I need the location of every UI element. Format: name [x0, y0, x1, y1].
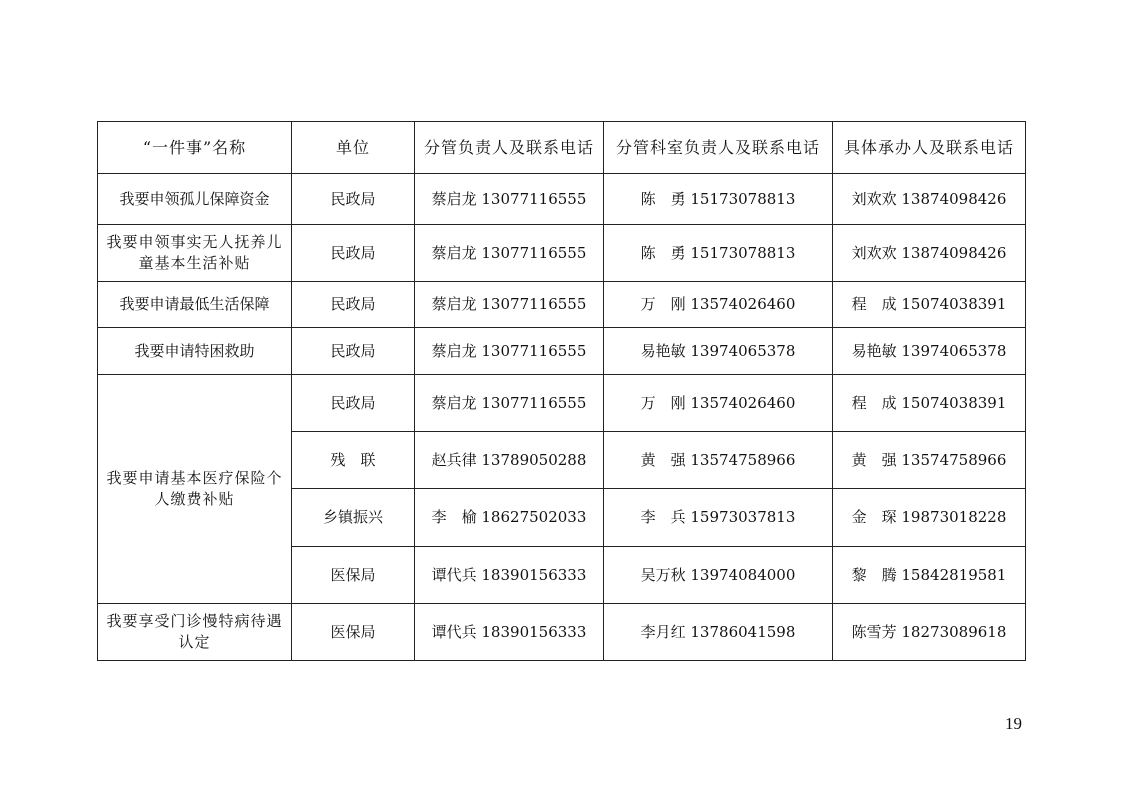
- handler-cell: 金 琛 19873018228: [833, 489, 1026, 547]
- header-unit: 单位: [292, 122, 415, 174]
- section-head-cell: 易艳敏 13974065378: [604, 328, 833, 375]
- handler-cell: 黄 强 13574758966: [833, 432, 1026, 489]
- leader-cell: 谭代兵 18390156333: [415, 604, 604, 661]
- unit-cell: 民政局: [292, 375, 415, 432]
- handler-cell: 程 成 15074038391: [833, 375, 1026, 432]
- handler-cell: 程 成 15074038391: [833, 282, 1026, 328]
- handler-cell: 刘欢欢 13874098426: [833, 174, 1026, 225]
- handler-cell: 刘欢欢 13874098426: [833, 225, 1026, 282]
- unit-cell: 民政局: [292, 174, 415, 225]
- leader-cell: 蔡启龙 13077116555: [415, 328, 604, 375]
- matter-name-cell: 我要申领事实无人抚养儿童基本生活补贴: [98, 225, 292, 282]
- matter-name-cell: 我要申请最低生活保障: [98, 282, 292, 328]
- table-row: [98, 604, 1026, 661]
- table-row: [98, 174, 1026, 225]
- leader-cell: 李 榆 18627502033: [415, 489, 604, 547]
- contact-table: [97, 121, 1026, 661]
- unit-cell: 残 联: [292, 432, 415, 489]
- handler-cell: 黎 腾 15842819581: [833, 547, 1026, 604]
- section-head-cell: 李月红 13786041598: [604, 604, 833, 661]
- leader-cell: 谭代兵 18390156333: [415, 547, 604, 604]
- section-head-cell: 万 刚 13574026460: [604, 375, 833, 432]
- header-section-head-contact: 分管科室负责人及联系电话: [604, 122, 833, 174]
- unit-cell: 民政局: [292, 282, 415, 328]
- unit-cell: 医保局: [292, 547, 415, 604]
- table-row: [98, 375, 1026, 432]
- table-header-row: [98, 122, 1026, 174]
- leader-cell: 赵兵律 13789050288: [415, 432, 604, 489]
- handler-cell: 陈雪芳 18273089618: [833, 604, 1026, 661]
- section-head-cell: 陈 勇 15173078813: [604, 174, 833, 225]
- leader-cell: 蔡启龙 13077116555: [415, 375, 604, 432]
- unit-cell: 医保局: [292, 604, 415, 661]
- leader-cell: 蔡启龙 13077116555: [415, 282, 604, 328]
- section-head-cell: 吴万秋 13974084000: [604, 547, 833, 604]
- section-head-cell: 李 兵 15973037813: [604, 489, 833, 547]
- handler-cell: 易艳敏 13974065378: [833, 328, 1026, 375]
- matter-name-cell: 我要申请基本医疗保险个人缴费补贴: [98, 375, 292, 604]
- section-head-cell: 陈 勇 15173078813: [604, 225, 833, 282]
- unit-cell: 乡镇振兴: [292, 489, 415, 547]
- matter-name-cell: 我要享受门诊慢特病待遇认定: [98, 604, 292, 661]
- leader-cell: 蔡启龙 13077116555: [415, 225, 604, 282]
- matter-name-cell: 我要申请特困救助: [98, 328, 292, 375]
- page-number: 19: [1005, 714, 1022, 733]
- section-head-cell: 万 刚 13574026460: [604, 282, 833, 328]
- header-leader-contact: 分管负责人及联系电话: [415, 122, 604, 174]
- header-matter-name: “一件事”名称: [98, 122, 292, 174]
- header-handler-contact: 具体承办人及联系电话: [833, 122, 1026, 174]
- table-row: [98, 328, 1026, 375]
- leader-cell: 蔡启龙 13077116555: [415, 174, 604, 225]
- table-row: [98, 282, 1026, 328]
- table-row: [98, 225, 1026, 282]
- matter-name-cell: 我要申领孤儿保障资金: [98, 174, 292, 225]
- unit-cell: 民政局: [292, 328, 415, 375]
- unit-cell: 民政局: [292, 225, 415, 282]
- section-head-cell: 黄 强 13574758966: [604, 432, 833, 489]
